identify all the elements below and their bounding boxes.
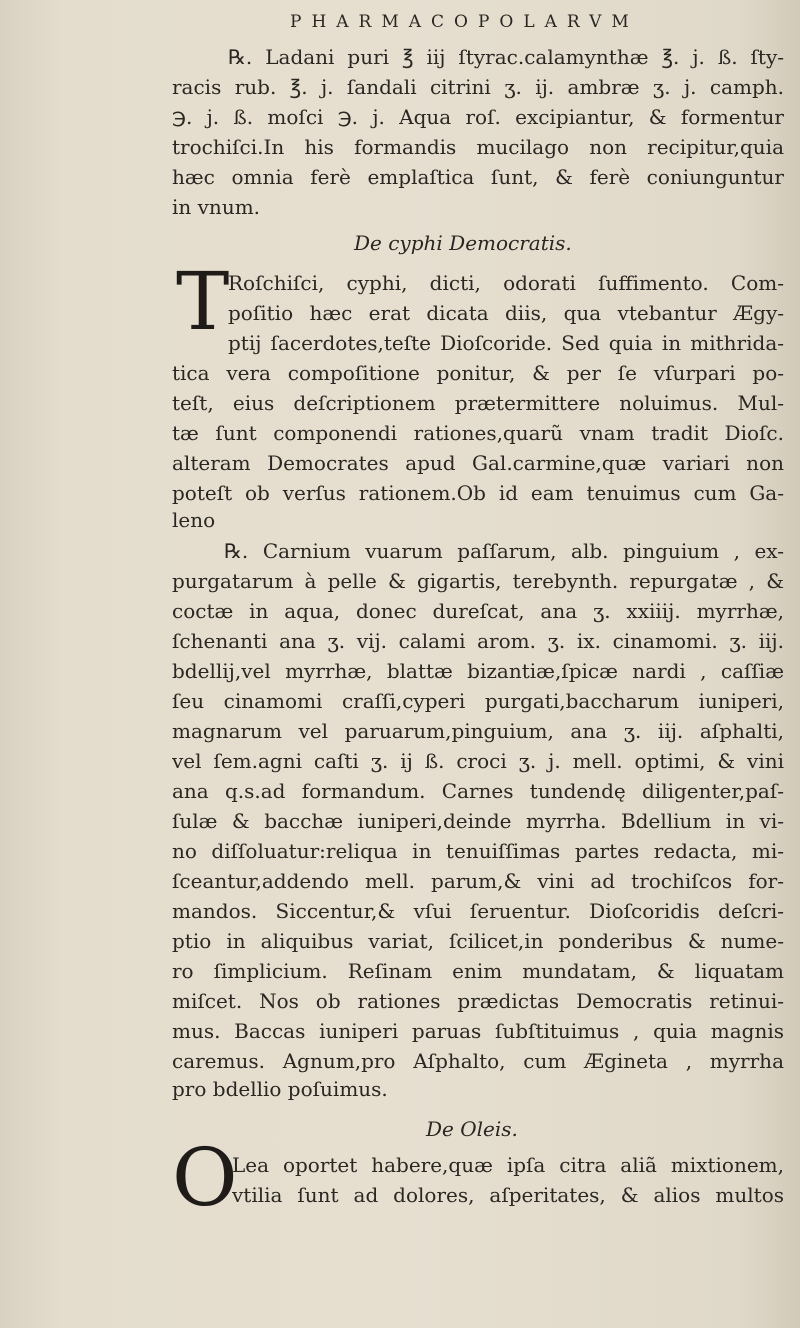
text-line: bdellij,vel myrrhæ, blattæ bizantiæ,ſpicæ nardi , caſſiæ [172,659,784,683]
text-line: magnarum vel paruarum,pinguium, ana ʒ. iij. aſphalti, [172,719,784,743]
text-line: ro ſimplicium. Reſinam enim mundatam, & liquatam [172,959,784,983]
text-line: ſchenanti ana ʒ. vij. calami arom. ʒ. ix. cinamomi. ʒ. iij. [172,629,784,653]
text-line: miſcet. Nos ob rationes prædictas Democratis retinui- [172,989,784,1013]
text-line: vel ſem.agni caſti ʒ. ij ß. croci ʒ. j. mell. optimi, & vini [172,749,784,773]
section-heading-cyphi: De cyphi Democratis. [354,231,572,255]
text-line: alteram Democrates apud Gal.carmine,quæ variari non [172,451,784,475]
text-line: vtilia ſunt ad dolores, aſperitates, & alios multos [232,1183,784,1207]
text-line: tæ ſunt componendi rationes,quarũ vnam tradit Dioſc. [172,421,784,445]
text-line: purgatarum à pelle & gigartis, terebynth. repurgatæ , & [172,569,784,593]
drop-cap: O [172,1131,238,1224]
text-line: ptio in aliquibus variat, ſcilicet,in ponderibus & nume- [172,929,784,953]
text-line: Roſchiſci, cyphi, dicti, odorati ſuffimento. Com- [228,271,784,295]
text-line: poteſt ob verſus rationem.Ob id eam tenuimus cum Ga- [172,481,784,505]
text-line: ℞. Carnium vuarum paſſarum, alb. pinguium , ex- [224,539,784,563]
text-line: ſceantur,addendo mell. parum,& vini ad trochiſcos for- [172,869,784,893]
text-line: racis rub. ℥. j. ſandali citrini ʒ. ij. ambræ ʒ. j. camph. [172,75,784,99]
text-line: teſt, eius deſcriptionem prætermittere noluimus. Mul- [172,391,784,415]
text-line: coctæ in aqua, donec dureſcat, ana ʒ. xxiiij. myrrhæ, [172,599,784,623]
text-line: trochiſci.In his formandis mucilago non recipitur,quia [172,135,784,159]
text-line: caremus. Agnum,pro Aſphalto, cum Ægineta , myrrha [172,1049,784,1073]
running-header: PHARMACOPOLARVM [290,12,639,32]
text-line: no diſſoluatur:reliqua in tenuiſſimas partes redacta, mi- [172,839,784,863]
text-line: poſitio hæc erat dicata diis, qua vtebantur Ægy- [228,301,784,325]
text-line: mus. Baccas iuniperi paruas ſubſtituimus , quia magnis [172,1019,784,1043]
text-line: ana q.s.ad formandum. Carnes tundendę diligenter,paſ- [172,779,784,803]
text-line: ℈. j. ß. moſci ℈. j. Aqua roſ. excipiantur, & formentur [172,105,784,129]
text-line: in vnum. [172,195,261,219]
text-line: ſulæ & bacchæ iuniperi,deinde myrrha. Bdellium in vi- [172,809,784,833]
text-line: ptij ſacerdotes,teſte Dioſcoride. Sed quia in mithrida- [228,331,784,355]
text-line: mandos. Siccentur,& vſui ſeruentur. Dioſcoridis deſcri- [172,899,784,923]
text-line: ſeu cinamomi craſſi,cyperi purgati,baccharum iuniperi, [172,689,784,713]
text-line: ℞. Ladani puri ℥ iij ſtyrac.calamynthæ ℥. j. ß. ſty- [228,45,784,69]
text-line: hæc omnia ferè emplaſtica ſunt, & ferè coniunguntur [172,165,784,189]
text-line: leno [172,508,216,532]
text-line: Lea oportet habere,quæ ipſa citra aliã mixtionem, [232,1153,784,1177]
text-line: tica vera compoſitione ponitur, & per ſe vſurpari po- [172,361,784,385]
drop-cap: T [176,255,230,348]
section-heading-oleis: De Oleis. [426,1117,518,1141]
text-line: pro bdellio poſuimus. [172,1077,388,1101]
